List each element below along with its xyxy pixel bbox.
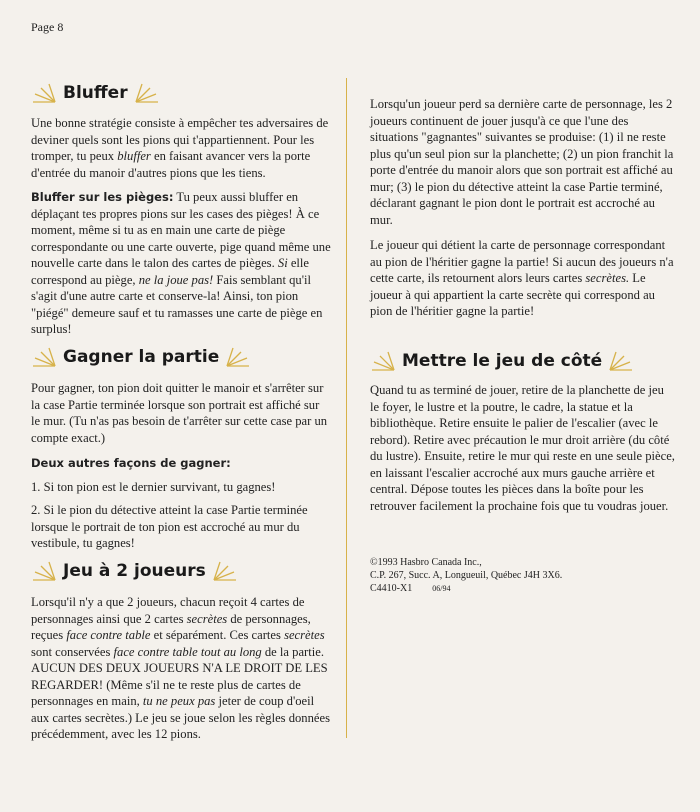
heading-bluffer [31,80,331,106]
sunburst-left-icon [370,350,396,372]
deux-joueurs-paragraph: Lorsqu'il n'y a que 2 joueurs, chacun reçoit 4 cartes de personnages ainsi que 2 cartes secrètes de personnages, reçues face contre table et séparément. Ces cartes secrètes sont conservées face contre table tout au long de la partie. AUCUN DES DEUX JOUEURS N'A LE DROIT DE LES REGARDER! (Même s'il ne te reste plus de cartes de personnages en main, tu ne peux pas jeter de coup d'oeil aux cartes secrètes.) Le jeu se joue selon les règles données précédemment, avec les 12 pions. [31,595,330,741]
section-gagner [31,344,331,552]
section-deux-joueurs [31,558,331,743]
gagner-item-2: 2. Si le pion du détective atteint la case Partie terminée lorsque le portrait de ton pion est accroché au mur du vestibule, tu gagnes! [31,503,308,550]
copyright-code-line [370,582,675,595]
section-mettre [370,348,675,514]
sunburst-right-icon [134,82,160,104]
heading-text: Gagner la partie [63,347,220,367]
heading-mettre [370,348,675,374]
right-paragraph-1: Lorsqu'un joueur perd sa dernière carte de personnage, les 2 joueurs continuent de jouer jusqu'à ce que l'une des situations "gagnantes" suivantes se produise: (1) il ne reste plus qu'un seul pion sur la planchette; (2) un pion franchit la porte d'entrée du manoir alors que son portrait est affiché au mur; (3) le pion du détective atteint la case Partie terminé, déclarant gagnant le pion dont le portrait est accroché au mur. [370,97,674,227]
copyright-line-2: C.P. 267, Succ. A, Longueuil, Québec J4H 3X6. [370,570,563,581]
product-code: C4410-X1 [370,583,413,594]
right-paragraph-2: Le joueur qui détient la carte de personnage correspondant au pion de l'héritier gagne la partie! Si aucun des joueurs n'a cette carte, ils retournent alors leurs cartes secrètes. Le joueur à qui appartient la carte secrète qui correspond au pion de l'héritier gagne la partie! [370,238,674,318]
sunburst-left-icon [31,560,57,582]
bluffer-paragraph-1: Une bonne stratégie consiste à empêcher tes adversaires de deviner quels sont les pions qui t'appartiennent. Pour les tromper, tu peux bluffer en faisant avancer vers la porte d'entrée du manoir d'autres pions que les tiens. [31,116,329,180]
copyright-block [370,556,675,595]
column-divider [346,78,347,738]
section-right-text [370,96,675,320]
heading-gagner [31,344,331,370]
gagner-subheading: Deux autres façons de gagner: [31,456,231,470]
sunburst-left-icon [31,346,57,368]
mettre-paragraph: Quand tu as terminé de jouer, retire de la planchette de jeu le foyer, le lustre et la poutre, le cadre, la statue et la bibliothèque. Retire ensuite le palier de l'escalier (avec le rebord). Retire avec précaution le mur droit arrière (du côté du lustre). Ensuite, retire le mur qui reste en une seule pièce, en laissant l'escalier accroché aux murs gauche arrière et central. Dépose toutes les pièces dans la boîte pour les retrouver facilement la prochaine fois que tu voudras jouer. [370,383,675,513]
page-number: Page 8 [31,20,64,34]
sunburst-right-icon [225,346,251,368]
heading-text: Bluffer [63,83,128,103]
heading-text: Mettre le jeu de côté [402,351,603,371]
gagner-paragraph: Pour gagner, ton pion doit quitter le manoir et s'arrêter sur la case Partie terminée lorsque son portrait est affiché sur le mur. (Tu n'as pas besoin de t'arrêter sur cette case par un compte exact.) [31,381,328,445]
sunburst-right-icon [212,560,238,582]
heading-text: Jeu à 2 joueurs [63,561,206,581]
sunburst-right-icon [608,350,634,372]
section-bluffer [31,80,331,338]
sunburst-left-icon [31,82,57,104]
heading-deux-joueurs [31,558,331,584]
gagner-item-1: 1. Si ton pion est le dernier survivant, tu gagnes! [31,479,276,494]
copyright-line-1: ©1993 Hasbro Canada Inc., [370,557,482,568]
bluffer-paragraph-2: Bluffer sur les pièges: Tu peux aussi bluffer en déplaçant tes propres pions sur les cases des pièges! À ce moment, même si tu as en main une carte de piège correspondante ou une carte ouverte, pige quand même une nouvelle carte dans le talon des cartes de pièges. Si elle correspond au piège, ne la joue pas! Fais semblant qu'il s'agit d'une autre carte et conserve-la! Ainsi, ton pion "piégé" demeure sauf et tu ramasses une carte de piège en surplus! [31,190,331,336]
print-date: 06/94 [432,584,451,593]
